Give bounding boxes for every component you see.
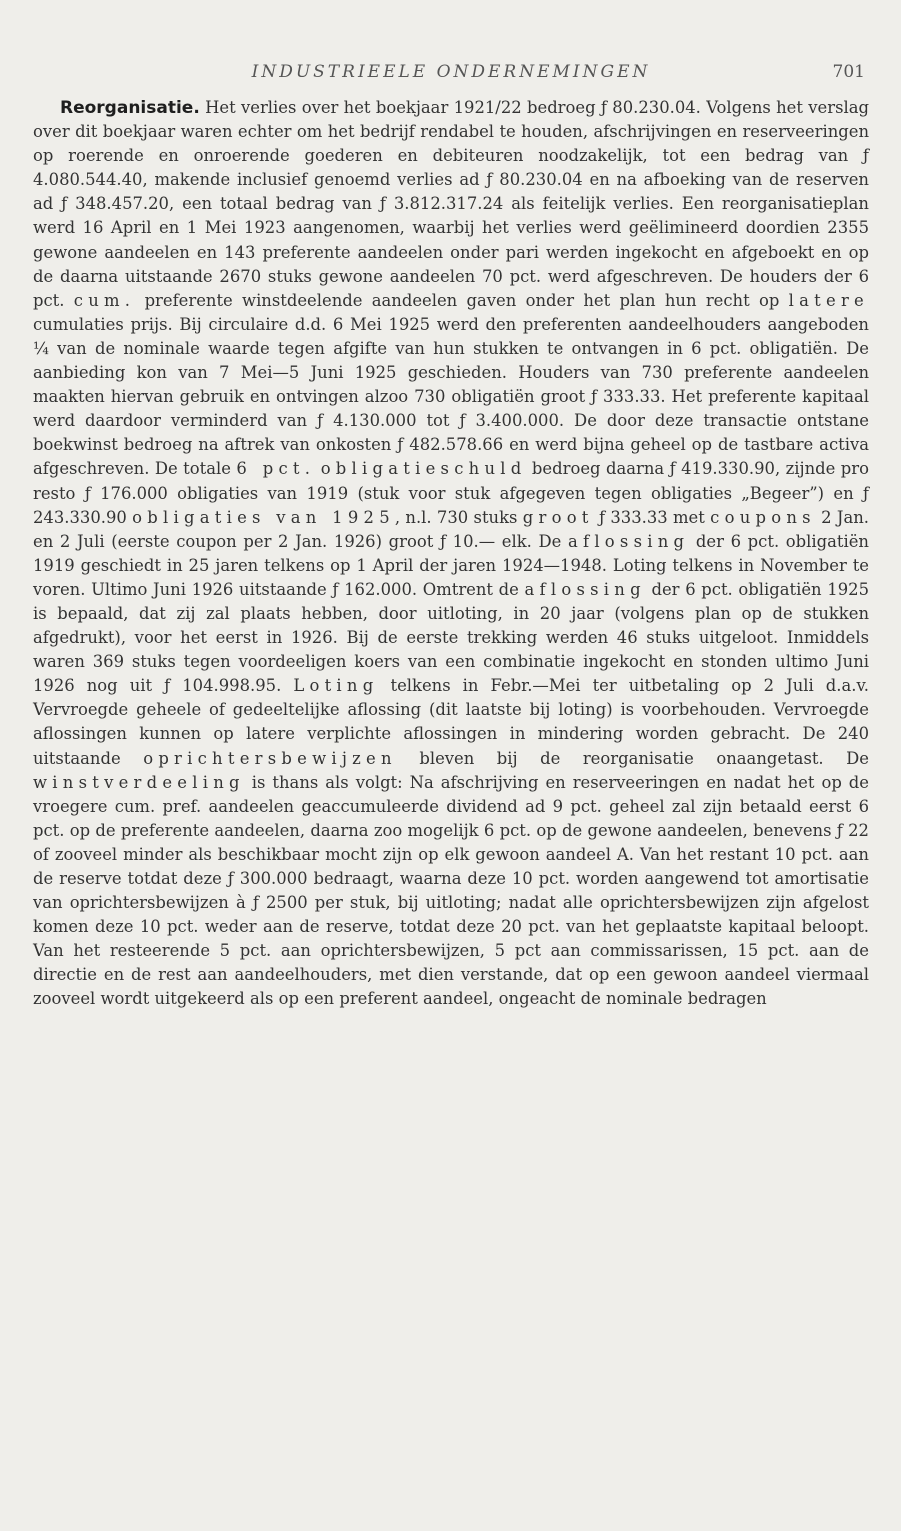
text-run: Het verlies over het boekjaar 1921/22 bedroeg ƒ 80.230.04. Volgens het verslag over dit boekjaar waren echter om het bedrijf rendabel te houden, afschrijvingen en reserveeringen op roerende en onroerende goederen en debiteuren noodzakelijk, tot een bedrag van ƒ 4.080.544.40, makende inclusief genoemd verlies ad ƒ 80.230.04 en na afboeking van de reserven ad ƒ 348.457.20, een totaal bedrag van ƒ 3.812.317.24 als feitelijk verlies. Een reorganisatieplan werd 16 April en 1 Mei 1923 aangenomen, waarbij het verlies werd geëlimineerd doordien 2355 gewone aandeelen en 143 preferente aandeelen onder pari werden ingekocht en afgeboekt en op de daarna uitstaande 2670 stuks gewone aandeelen 70 pct. werd afgeschreven. De houders der 6 pct. [33, 98, 869, 310]
text-run: is thans als volgt: Na afschrijving en reserveeringen en nadat het op de vroegere cum. pref. aandeelen geaccumuleerde dividend ad 9 pct. geheel zal zijn betaald eerst 6 pct. op de preferente aandeelen, daarna zoo mogelijk 6 pct. op de gewone aandeelen, benevens ƒ 22 of zooveel minder als beschikbaar mocht zijn op elk gewoon aandeel A. Van het restant 10 pct. aan de reserve totdat deze ƒ 300.000 bedraagt, waarna deze 10 pct. worden aangewend tot amortisatie van oprichtersbewijzen à ƒ 2500 per stuk, bij uitloting; nadat alle oprichtersbewijzen zijn afgelost komen deze 10 pct. weder aan de reserve, totdat deze 20 pct. van het geplaatste kapitaal beloopt. Van het resteerende 5 pct. aan oprichtersbewijzen, 5 pct aan commissarissen, 15 pct. aan de directie en de rest aan aandeelhouders, met dien verstande, dat op een gewoon aandeel viermaal zooveel wordt uitgekeerd als op een preferent aandeel, ongeacht de nominale bedragen [33, 772, 869, 1009]
spaced-term: latere [788, 290, 869, 310]
section-title: Reorganisatie. [60, 98, 200, 118]
running-header [33, 56, 869, 96]
text-run: preferente winstdeelende aandeelen gaven onder het plan hun recht op [135, 290, 789, 310]
text-run: 2 Jan. en 2 Juli (eerste coupon per 2 Jan. 1926) groot ƒ 10.— elk. De [33, 507, 869, 551]
text-run: bleven bij de reorganisatie onaangetast. De [396, 748, 870, 768]
spaced-term: Loting [293, 676, 379, 696]
text-run: telkens in Febr.—Mei ter uitbetaling op 2 Juli d.a.v. Vervroegde geheele of gedeeltelijke aflossing (dit laatste bij loting) is voorbehouden. Vervroegde aflossingen kunnen op latere verplichte aflossingen in mindering worden gebracht. De 240 uitstaande [33, 676, 869, 768]
spaced-term: oprichtersbewijzen [143, 748, 397, 768]
running-title: INDUSTRIEELE ONDERNEMINGEN [251, 62, 651, 82]
spaced-term: obligatieschuld [320, 459, 527, 479]
text-run: , n.l. 730 stuks [394, 507, 523, 527]
spaced-term: aflossing [524, 579, 646, 599]
spaced-term: obligaties van 1925 [132, 507, 395, 527]
spaced-term: 6 pct. [236, 459, 316, 479]
text-run: der 6 pct. obligatiën 1919 geschiedt in 25 jaren telkens op 1 April der jaren 1924—1948. Loting telkens in November te voren. Ultimo Juni 1926 uitstaande ƒ 162.000. Omtrent de [33, 531, 869, 599]
spaced-term: winstverdeeling [33, 772, 245, 792]
spaced-term: aflossing [567, 531, 690, 551]
reorganisation-paragraph [33, 96, 869, 1012]
spaced-term: coupons [710, 507, 816, 527]
text-run: ƒ 333.33 met [593, 507, 711, 527]
page-number: 701 [832, 62, 865, 82]
spaced-term: cum. [73, 290, 136, 310]
text-run: bedroeg daarna ƒ 419.330.90, zijnde pro resto ƒ 176.000 obligaties van 1919 (stuk voor stuk afgegeven tegen obligaties „Begeer”) en ƒ 243.330.90 [33, 459, 869, 527]
text-run: cumulaties prijs. Bij circulaire d.d. 6 Mei 1925 werd den preferenten aandeelhouders aangeboden ¼ van de nominale waarde tegen afgifte van hun stukken te ontvangen in 6 pct. obligatiën. De aanbieding kon van 7 Mei—5 Juni 1925 geschieden. Houders van 730 preferente aandeelen maakten hiervan gebruik en ontvingen alzoo 730 obligatiën groot ƒ 333.33. Het preferente kapitaal werd daardoor verminderd van ƒ 4.130.000 tot ƒ 3.400.000. De door deze transactie ontstane boekwinst bedroeg na aftrek van onkosten ƒ 482.578.66 en werd bijna geheel op de tastbare activa afgeschreven. De totale [33, 314, 869, 479]
text-run: der 6 pct. obligatiën 1925 is bepaald, dat zij zal plaats hebben, door uitloting, in 20 jaar (volgens plan op de stukken afgedrukt), voor het eerst in 1926. Bij de eerste trekking werden 46 stuks uitgeloot. Inmiddels waren 369 stuks tegen voordeeligen koers van een combinatie ingekocht en stonden ultimo Juni 1926 nog uit ƒ 104.998.95. [33, 579, 869, 696]
spaced-term: groot [522, 507, 594, 527]
